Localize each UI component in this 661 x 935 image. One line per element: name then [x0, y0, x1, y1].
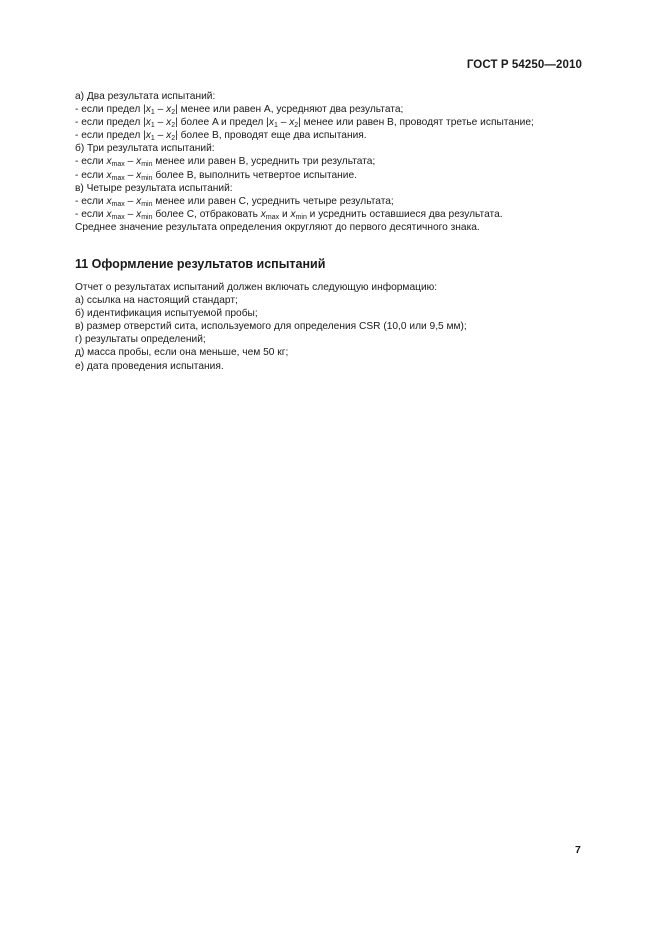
report-contents — [75, 281, 595, 373]
list-item: в) размер отверстий сита, используемого для определения CSR (10,0 или 9,5 мм); — [75, 321, 467, 333]
document-code: ГОСТ Р 54250—2010 — [466, 59, 582, 71]
rule-a1: - если предел $|x_1 - x_2|$ менее или равен A, усредняют два результата; — [75, 104, 404, 117]
rule-a2: - если предел $|x_1 - x_2|$ более A и предел $|x_1 - x_2|$ менее или равен B, проводят третье испытание; — [75, 117, 534, 130]
rule-c2: - если $x_{max} - x_{min}$ более C, отбраковать $x_{max}$ и $x_{min}$ и усреднить оставшиеся два результата. — [75, 208, 503, 221]
rule-a3: - если предел $|x_1 - x_2|$ более B, проводят еще два испытания. — [75, 130, 367, 143]
report-intro: Отчет о результатах испытаний должен включать следующую информацию: — [75, 282, 438, 293]
rule-b1: - если $x_{max} - x_{min}$ менее или равен B, усреднить три результата; — [75, 156, 376, 169]
results-rules — [75, 90, 595, 234]
list-item: е) дата проведения испытания. — [75, 360, 224, 372]
list-item: д) масса пробы, если она меньше, чем 50 кг; — [75, 347, 289, 359]
rule-two-results-title: а) Два результата испытаний: — [75, 91, 216, 102]
page-number: 7 — [575, 844, 581, 856]
rule-b2: - если $x_{max} - x_{min}$ более B, выполнить четвертое испытание. — [75, 169, 357, 182]
mean-value-note: Среднее значение результата определения округляют до первого десятичного знака. — [75, 221, 480, 233]
list-item: а) ссылка на настоящий стандарт; — [75, 295, 238, 307]
section-title: 11 Оформление результатов испытаний — [75, 257, 326, 271]
list-item: г) результаты определений; — [75, 334, 206, 346]
rule-c1: - если $x_{max} - x_{min}$ менее или равен C, усреднить четыре результата; — [75, 195, 394, 208]
list-item: б) идентификация испытуемой пробы; — [75, 308, 258, 320]
rule-three-results-title: б) Три результата испытаний: — [75, 143, 215, 155]
rule-four-results-title: в) Четыре результата испытаний: — [75, 182, 233, 194]
